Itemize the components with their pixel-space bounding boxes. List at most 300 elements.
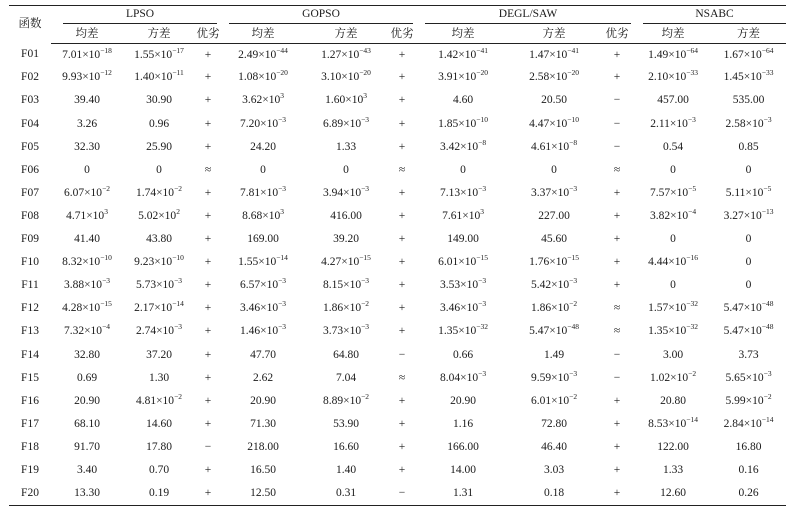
- exponent: −13: [761, 206, 774, 216]
- value-cell: $2.58\times 10^{-20}$: [529, 68, 579, 84]
- value-cell: 0.18: [509, 482, 599, 505]
- rank-cell: +: [398, 209, 406, 222]
- exponent: −3: [174, 322, 183, 332]
- rank-cell: +: [398, 325, 406, 338]
- mantissa: 6.07: [63, 186, 85, 199]
- value-cell: $8.15\times 10^{-3}$: [322, 276, 370, 292]
- rank-header: 优劣: [599, 27, 635, 44]
- rank-cell: +: [398, 279, 406, 292]
- mantissa: 1.49: [648, 48, 669, 61]
- mantissa: 1.42: [438, 48, 459, 61]
- mantissa: 5.99: [725, 394, 746, 407]
- rank-cell: −: [387, 482, 417, 505]
- exponent: −5: [688, 183, 697, 193]
- rank-cell: +: [398, 48, 406, 61]
- value-cell: $3.37\times 10^{-3}$: [530, 183, 578, 199]
- rank-cell: +: [398, 117, 406, 130]
- function-name-cell: F01: [21, 48, 39, 61]
- value-cell: $1.55\times 10^{-14}$: [238, 253, 288, 269]
- function-name-cell: F04: [21, 117, 39, 130]
- group-header-gopso: GOPSO: [229, 9, 413, 25]
- value-cell: $7.61\times 10^3$: [442, 206, 484, 222]
- value-cell: $1.27\times 10^{-43}$: [321, 45, 371, 61]
- function-name-cell: F17: [21, 417, 39, 430]
- table-row: [9, 459, 786, 482]
- mantissa: 9.93: [62, 71, 83, 84]
- exponent: −15: [359, 253, 371, 263]
- group-header-degl-saw: DEGL/SAW: [425, 9, 631, 25]
- mantissa: 1.86: [530, 302, 552, 315]
- value-cell: 416.00: [330, 209, 362, 222]
- value-cell: $7.01\times 10^{-18}$: [62, 45, 112, 61]
- mantissa: 5.02: [138, 209, 159, 222]
- value-cell: $3.88\times 10^{-3}$: [63, 276, 111, 292]
- rank-cell: +: [204, 48, 212, 61]
- mantissa: 2.74: [135, 325, 157, 338]
- value-cell: 3.26: [76, 117, 98, 130]
- exponent: −3: [478, 183, 487, 193]
- table-row: [9, 251, 786, 274]
- value-cell: $7.13\times 10^{-3}$: [439, 183, 487, 199]
- value-cell: $7.20\times 10^{-3}$: [239, 114, 287, 130]
- exponent: −14: [172, 299, 184, 309]
- mean-header: 均差: [221, 27, 305, 44]
- table-row: [9, 159, 786, 182]
- mantissa: 2.49: [238, 48, 259, 61]
- table-row: [9, 367, 786, 390]
- rank-cell: +: [398, 463, 406, 476]
- value-cell: 0.96: [148, 117, 170, 130]
- mantissa: 2.17: [134, 302, 155, 315]
- exponent: −14: [686, 414, 698, 424]
- value-cell: $1.40\times 10^{-11}$: [134, 68, 184, 84]
- mantissa: 9.59: [530, 371, 552, 384]
- mantissa: 3.27: [723, 209, 744, 222]
- exponent: −33: [686, 68, 698, 78]
- mantissa: 2.11: [650, 117, 670, 130]
- rank-cell: −: [613, 371, 621, 384]
- mantissa: 1.08: [238, 71, 259, 84]
- exponent: −41: [567, 45, 579, 55]
- value-cell: $8.04\times 10^{-3}$: [439, 368, 487, 384]
- mantissa: 3.37: [530, 186, 552, 199]
- variance-header: 方差: [509, 27, 599, 44]
- mean-header: 均差: [51, 27, 123, 44]
- value-cell: $5.11\times 10^{-5}$: [725, 183, 772, 199]
- mantissa: 3.73: [322, 325, 344, 338]
- rank-cell: +: [613, 463, 621, 476]
- value-cell: $1.08\times 10^{-20}$: [238, 68, 288, 84]
- rank-cell: +: [204, 140, 212, 153]
- mantissa: 1.27: [321, 48, 342, 61]
- variance-header: 方差: [123, 27, 195, 44]
- value-cell: 0.54: [662, 140, 684, 153]
- table-row: [9, 390, 786, 413]
- function-name-cell: F09: [21, 233, 39, 246]
- mantissa: 3.46: [439, 302, 461, 315]
- value-cell: $1.35\times 10^{-32}$: [438, 322, 488, 338]
- value-cell: 20.50: [541, 94, 567, 107]
- value-cell: $5.99\times 10^{-2}$: [725, 391, 772, 407]
- rank-cell: +: [398, 186, 406, 199]
- mantissa: 8.89: [322, 394, 344, 407]
- value-cell: 0.70: [148, 463, 170, 476]
- rank-cell: +: [613, 417, 621, 430]
- rank-cell: +: [204, 394, 212, 407]
- rank-cell: +: [613, 186, 621, 199]
- exponent: −3: [763, 114, 772, 124]
- mantissa: 6.89: [322, 117, 344, 130]
- table-row: [9, 67, 786, 90]
- rank-cell: +: [613, 209, 621, 222]
- rank-cell: −: [613, 94, 621, 107]
- exponent: −2: [174, 183, 183, 193]
- rank-cell: +: [398, 71, 406, 84]
- rank-cell: −: [613, 117, 621, 130]
- value-cell: 218.00: [247, 440, 279, 453]
- value-cell: 91.70: [74, 440, 100, 453]
- table-row: [9, 90, 786, 113]
- function-name-cell: F15: [21, 371, 39, 384]
- mantissa: 3.10: [321, 71, 342, 84]
- rank-cell: +: [613, 394, 621, 407]
- function-name-cell: F12: [21, 302, 39, 315]
- value-cell: 32.80: [74, 348, 100, 361]
- rank-cell: −: [398, 348, 406, 361]
- value-cell: $1.85\times 10^{-10}$: [438, 114, 488, 130]
- value-cell: 24.20: [250, 140, 276, 153]
- value-cell: 41.40: [74, 233, 100, 246]
- value-cell: 32.30: [74, 140, 100, 153]
- rank-cell: +: [398, 440, 406, 453]
- exponent: −44: [276, 45, 288, 55]
- exponent: −2: [688, 368, 697, 378]
- exponent: 3: [280, 91, 284, 101]
- mantissa: 4.27: [321, 256, 342, 269]
- mean-header: 均差: [417, 27, 509, 44]
- mantissa: 1.45: [723, 71, 744, 84]
- table-row: [9, 344, 786, 367]
- mantissa: 8.04: [439, 371, 461, 384]
- mantissa: 1.40: [134, 71, 155, 84]
- function-name-cell: F02: [21, 71, 39, 84]
- mantissa: 7.20: [239, 117, 261, 130]
- mantissa: 8.15: [322, 279, 344, 292]
- exponent: −43: [359, 45, 371, 55]
- value-cell: $3.82\times 10^{-4}$: [649, 206, 697, 222]
- mantissa: 1.55: [238, 256, 259, 269]
- exponent: −14: [276, 253, 288, 263]
- value-cell: $4.71\times 10^3$: [66, 206, 108, 222]
- table-row: [9, 413, 786, 436]
- rank-cell: ≈: [398, 163, 406, 176]
- value-cell: 1.33: [662, 463, 684, 476]
- value-cell: 20.90: [250, 394, 276, 407]
- function-name-cell: F08: [21, 209, 39, 222]
- value-cell: 46.40: [541, 440, 567, 453]
- mantissa: 5.65: [725, 371, 746, 384]
- value-cell: 12.50: [221, 482, 305, 505]
- value-cell: $5.47\times 10^{-48}$: [529, 322, 579, 338]
- rank-header: 优劣: [387, 27, 417, 44]
- variance-header: 方差: [305, 27, 387, 44]
- value-cell: 0.19: [123, 482, 195, 505]
- rank-cell: +: [613, 233, 621, 246]
- exponent: −20: [359, 68, 371, 78]
- value-cell: 12.60: [635, 482, 711, 505]
- value-cell: 0: [460, 163, 466, 176]
- mantissa: 3.94: [322, 186, 344, 199]
- value-cell: $5.47\times 10^{-48}$: [723, 299, 774, 315]
- function-name-cell: F20: [9, 482, 51, 505]
- mantissa: 5.42: [530, 279, 552, 292]
- value-cell: 1.31: [417, 482, 509, 505]
- mantissa: 3.62: [242, 94, 263, 107]
- mantissa: 6.57: [239, 279, 261, 292]
- value-cell: $1.67\times 10^{-64}$: [723, 45, 774, 61]
- mantissa: 7.01: [62, 48, 83, 61]
- mantissa: 3.46: [239, 302, 261, 315]
- rank-cell: +: [204, 71, 212, 84]
- rank-cell: ≈: [613, 302, 621, 315]
- value-cell: 45.60: [541, 233, 567, 246]
- value-cell: 0: [670, 233, 676, 246]
- exponent: −3: [478, 368, 487, 378]
- mantissa: 7.81: [239, 186, 261, 199]
- table-row: [9, 205, 786, 228]
- mantissa: 1.57: [648, 302, 669, 315]
- value-cell: 0: [670, 163, 676, 176]
- value-cell: $3.94\times 10^{-3}$: [322, 183, 370, 199]
- value-cell: 1.16: [452, 417, 474, 430]
- value-cell: 3.03: [543, 463, 565, 476]
- value-cell: 25.90: [146, 140, 172, 153]
- rank-cell: +: [398, 302, 406, 315]
- function-name-cell: F06: [21, 163, 39, 176]
- mantissa: 1.85: [438, 117, 459, 130]
- group-header-nsabc: NSABC: [643, 9, 786, 25]
- value-cell: 0.26: [711, 482, 786, 505]
- rank-header: 优劣: [195, 27, 221, 44]
- value-cell: 17.80: [146, 440, 172, 453]
- value-cell: 169.00: [247, 233, 279, 246]
- value-cell: $3.53\times 10^{-3}$: [439, 276, 487, 292]
- value-cell: 166.00: [447, 440, 479, 453]
- exponent: −2: [102, 183, 111, 193]
- value-cell: 3.73: [738, 348, 759, 361]
- rank-cell: +: [613, 48, 621, 61]
- mantissa: 1.60: [325, 94, 346, 107]
- rank-cell: +: [204, 279, 212, 292]
- rank-cell: +: [398, 417, 406, 430]
- exponent: −16: [686, 253, 698, 263]
- value-cell: $6.07\times 10^{-2}$: [63, 183, 111, 199]
- value-cell: 0: [745, 256, 752, 269]
- value-cell: 0.31: [305, 482, 387, 505]
- value-cell: $7.32\times 10^{-4}$: [63, 322, 111, 338]
- rank-cell: +: [204, 371, 212, 384]
- value-cell: $7.81\times 10^{-3}$: [239, 183, 287, 199]
- exponent: −3: [278, 299, 287, 309]
- function-name-cell: F16: [21, 394, 39, 407]
- value-cell: 20.90: [74, 394, 100, 407]
- rank-cell: ≈: [398, 371, 406, 384]
- value-cell: $2.10\times 10^{-33}$: [648, 68, 698, 84]
- mantissa: 4.28: [62, 302, 83, 315]
- value-cell: 0.69: [76, 371, 98, 384]
- rank-cell: +: [613, 440, 621, 453]
- mantissa: 8.53: [648, 417, 669, 430]
- exponent: −3: [687, 114, 696, 124]
- exponent: −2: [361, 391, 370, 401]
- value-cell: $4.61\times 10^{-8}$: [530, 137, 578, 153]
- value-cell: $2.74\times 10^{-3}$: [135, 322, 183, 338]
- exponent: 3: [104, 206, 108, 216]
- mantissa: 2.10: [648, 71, 669, 84]
- mantissa: 5.47: [723, 302, 744, 315]
- value-cell: $1.55\times 10^{-17}$: [134, 45, 184, 61]
- exponent: −3: [569, 276, 578, 286]
- exponent: −32: [686, 322, 698, 332]
- rank-cell: ≈: [613, 163, 621, 176]
- exponent: −12: [100, 68, 112, 78]
- exponent: −20: [476, 68, 488, 78]
- rank-cell: −: [613, 348, 621, 361]
- exponent: −2: [361, 299, 370, 309]
- mantissa: 9.23: [134, 256, 155, 269]
- table-row: [9, 321, 786, 344]
- value-cell: $7.57\times 10^{-5}$: [649, 183, 697, 199]
- value-cell: $1.57\times 10^{-32}$: [648, 299, 698, 315]
- value-cell: 227.00: [538, 209, 570, 222]
- exponent: −15: [567, 253, 579, 263]
- value-cell: 14.00: [450, 463, 476, 476]
- value-cell: 37.20: [146, 348, 172, 361]
- function-name-cell: F07: [21, 186, 39, 199]
- value-cell: $3.73\times 10^{-3}$: [322, 322, 370, 338]
- value-cell: $1.49\times 10^{-64}$: [648, 45, 698, 61]
- value-cell: $3.42\times 10^{-8}$: [439, 137, 487, 153]
- exponent: −32: [476, 322, 488, 332]
- exponent: −3: [569, 183, 578, 193]
- mantissa: 5.47: [529, 325, 550, 338]
- exponent: −20: [567, 68, 579, 78]
- mantissa: 1.47: [529, 48, 550, 61]
- value-cell: 1.40: [335, 463, 357, 476]
- value-cell: $9.93\times 10^{-12}$: [62, 68, 112, 84]
- rank-cell: +: [398, 140, 406, 153]
- value-cell: $6.01\times 10^{-15}$: [438, 253, 488, 269]
- value-cell: 39.20: [333, 233, 359, 246]
- value-cell: $9.59\times 10^{-3}$: [530, 368, 578, 384]
- exponent: −3: [763, 368, 772, 378]
- exponent: −8: [569, 137, 578, 147]
- exponent: −2: [569, 391, 578, 401]
- table-row: [9, 136, 786, 159]
- value-cell: $1.60\times 10^3$: [325, 91, 367, 107]
- table-row: [9, 482, 786, 505]
- value-cell: 39.40: [74, 94, 100, 107]
- value-cell: 1.49: [543, 348, 565, 361]
- exponent: −48: [761, 299, 774, 309]
- value-cell: $1.45\times 10^{-33}$: [723, 68, 774, 84]
- exponent: −15: [476, 253, 488, 263]
- exponent: −3: [569, 368, 578, 378]
- mantissa: 3.91: [438, 71, 459, 84]
- value-cell: $1.46\times 10^{-3}$: [239, 322, 287, 338]
- function-name-cell: F05: [21, 140, 39, 153]
- mantissa: 7.61: [442, 209, 463, 222]
- value-cell: $6.57\times 10^{-3}$: [239, 276, 287, 292]
- value-cell: 30.90: [146, 94, 172, 107]
- value-cell: 0.85: [738, 140, 759, 153]
- value-cell: $1.86\times 10^{-2}$: [530, 299, 578, 315]
- function-name-cell: F10: [21, 256, 39, 269]
- mantissa: 2.58: [725, 117, 746, 130]
- mantissa: 4.81: [135, 394, 157, 407]
- function-name-cell: F13: [21, 325, 39, 338]
- rank-cell: ≈: [613, 325, 621, 338]
- rank-cell: +: [204, 417, 212, 430]
- exponent: −3: [361, 322, 370, 332]
- exponent: −3: [278, 183, 287, 193]
- value-cell: $1.74\times 10^{-2}$: [135, 183, 183, 199]
- exponent: −3: [361, 276, 370, 286]
- mantissa: 1.35: [438, 325, 459, 338]
- rank-cell: +: [195, 482, 221, 505]
- rank-cell: +: [398, 233, 406, 246]
- value-cell: $4.81\times 10^{-2}$: [135, 391, 183, 407]
- rank-cell: +: [398, 94, 406, 107]
- rank-cell: +: [204, 186, 212, 199]
- rank-cell: +: [613, 71, 621, 84]
- value-cell: $5.42\times 10^{-3}$: [530, 276, 578, 292]
- value-cell: $3.10\times 10^{-20}$: [321, 68, 371, 84]
- value-cell: 0.16: [738, 463, 759, 476]
- exponent: −32: [686, 299, 698, 309]
- exponent: −15: [100, 299, 112, 309]
- rank-cell: +: [204, 463, 212, 476]
- exponent: −41: [476, 45, 488, 55]
- rank-cell: +: [204, 348, 212, 361]
- mantissa: 1.46: [239, 325, 261, 338]
- mean-header: 均差: [635, 27, 711, 44]
- value-cell: 0: [156, 163, 162, 176]
- mantissa: 1.74: [135, 186, 157, 199]
- value-cell: 1.33: [335, 140, 357, 153]
- table-row: [9, 274, 786, 297]
- value-cell: $2.11\times 10^{-3}$: [650, 114, 696, 130]
- value-cell: $3.46\times 10^{-3}$: [239, 299, 287, 315]
- rank-cell: +: [204, 302, 212, 315]
- value-cell: $1.47\times 10^{-41}$: [529, 45, 579, 61]
- value-cell: $1.76\times 10^{-15}$: [529, 253, 579, 269]
- mantissa: 4.47: [529, 117, 550, 130]
- value-cell: $2.17\times 10^{-14}$: [134, 299, 184, 315]
- value-cell: 0: [745, 163, 752, 176]
- table-row: [9, 113, 786, 136]
- value-cell: 13.30: [51, 482, 123, 505]
- exponent: −8: [478, 137, 487, 147]
- value-cell: $1.02\times 10^{-2}$: [649, 368, 697, 384]
- value-cell: $4.27\times 10^{-15}$: [321, 253, 371, 269]
- value-cell: $2.58\times 10^{-3}$: [725, 114, 772, 130]
- value-cell: 16.60: [333, 440, 359, 453]
- exponent: −4: [102, 322, 111, 332]
- value-cell: 3.00: [662, 348, 684, 361]
- mantissa: 1.35: [648, 325, 669, 338]
- value-cell: $5.47\times 10^{-48}$: [723, 322, 774, 338]
